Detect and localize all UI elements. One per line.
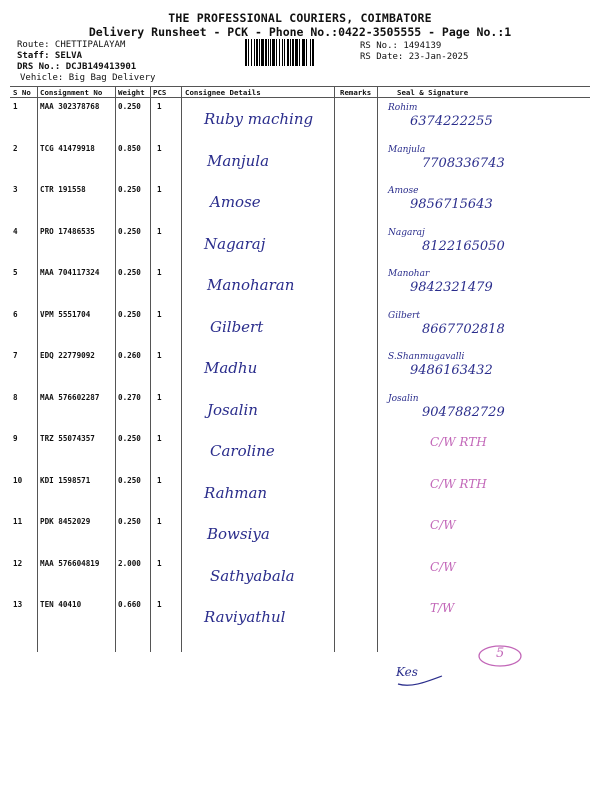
row-consignment-no: PDK 8452029 [40, 517, 91, 526]
row-pcs: 1 [157, 268, 162, 277]
column-header-signature: Seal & Signature [397, 88, 469, 97]
row-pcs: 1 [157, 434, 162, 443]
row-sno: 11 [13, 517, 23, 526]
row-sno: 7 [13, 351, 18, 360]
row-signature-mark: S.Shanmugavalli [388, 352, 465, 362]
row-consignee-name: Manoharan [207, 276, 295, 294]
row-signature-mark: Nagaraj [388, 227, 425, 238]
row-consignment-no: MAA 576602287 [40, 392, 100, 402]
row-weight: 0.250 [118, 268, 141, 277]
column-divider [115, 87, 116, 652]
row-weight: 0.270 [118, 392, 141, 402]
row-signature-mark: Amose [388, 186, 419, 196]
row-pcs: 1 [157, 226, 162, 236]
row-pcs: 1 [157, 351, 162, 360]
row-consignee-name: Caroline [210, 442, 275, 460]
row-consignment-no: TCG 41479918 [40, 143, 95, 153]
column-divider [181, 87, 182, 652]
row-sno: 1 [13, 102, 18, 111]
company-title: THE PROFESSIONAL COURIERS, COIMBATORE [168, 11, 432, 25]
row-consignee-name: Nagaraj [204, 234, 266, 253]
row-sno: 9 [13, 434, 18, 443]
row-consignment-no: MAA 576604819 [40, 558, 100, 568]
row-pcs: 1 [157, 102, 162, 111]
row-consignee-name: Rahman [204, 483, 268, 502]
row-signature-phone: 6374222255 [410, 114, 493, 129]
row-pcs: 1 [157, 517, 162, 526]
row-signature-mark: C/W RTH [430, 435, 487, 449]
row-consignment-no: CTR 191558 [40, 185, 86, 194]
row-signature-mark: Josalin [388, 393, 419, 404]
row-sno: 2 [13, 143, 18, 153]
row-pcs: 1 [157, 392, 162, 402]
staff-text: Staff: SELVA [17, 51, 83, 61]
row-weight: 0.250 [118, 434, 141, 443]
row-sno: 13 [13, 600, 23, 609]
row-pcs: 1 [157, 309, 162, 319]
row-signature-mark: T/W [430, 601, 455, 615]
row-consignee-name: Sathyabala [210, 566, 295, 585]
row-consignment-no: PRO 17486535 [40, 226, 95, 236]
column-header-sno: S No [13, 88, 31, 97]
row-sno: 12 [13, 558, 23, 568]
row-sno: 6 [13, 309, 18, 319]
row-weight: 2.000 [118, 558, 141, 568]
rs-number: RS No.: 1494139 [360, 41, 442, 51]
row-signature-phone: 9856715643 [410, 197, 493, 212]
column-header-consignment: Consignment No [40, 88, 103, 97]
row-weight: 0.260 [118, 351, 141, 360]
table-header-rule [10, 97, 590, 98]
row-signature-mark: Manohar [388, 269, 430, 279]
drs-number: DRS No.: DCJB149413901 [17, 62, 137, 72]
barcode-image [245, 39, 352, 66]
row-consignment-no: KDI 1598571 [40, 475, 91, 485]
column-header-remarks: Remarks [340, 88, 372, 97]
row-consignment-no: TRZ 55074357 [40, 434, 95, 443]
column-divider [150, 87, 151, 652]
row-consignee-name: Josalin [207, 400, 258, 419]
row-consignee-name: Raviyathul [204, 608, 286, 626]
row-signature-phone: 8667702818 [422, 321, 505, 337]
row-signature-phone: 9047882729 [422, 404, 505, 420]
row-signature-phone: 8122165050 [422, 238, 505, 254]
row-pcs: 1 [157, 185, 162, 194]
row-weight: 0.850 [118, 143, 141, 153]
row-consignee-name: Amose [210, 193, 261, 211]
row-weight: 0.250 [118, 475, 141, 485]
row-signature-mark: Gilbert [388, 310, 420, 321]
row-weight: 0.250 [118, 226, 141, 236]
row-weight: 0.660 [118, 600, 141, 609]
runsheet-title: Delivery Runsheet - PCK - Phone No.:0422-3505555 - Page No.:1 [88, 25, 512, 39]
row-weight: 0.250 [118, 185, 141, 194]
row-consignment-no: VPM 5551704 [40, 309, 91, 319]
row-consignment-no: TEN 40410 [40, 600, 82, 609]
column-divider [334, 87, 335, 652]
row-signature-phone: 7708336743 [422, 155, 505, 171]
row-pcs: 1 [157, 558, 162, 568]
table-top-rule [10, 86, 590, 87]
initials-stroke [396, 672, 446, 690]
rs-date: RS Date: 23-Jan-2025 [360, 52, 469, 62]
row-weight: 0.250 [118, 102, 141, 111]
row-weight: 0.250 [118, 309, 141, 319]
row-consignee-name: Madhu [204, 359, 258, 377]
handwritten-initials: Kes [396, 665, 418, 679]
column-divider [37, 87, 38, 652]
row-signature-phone: 9842321479 [410, 280, 493, 295]
row-signature-phone: 9486163432 [410, 363, 493, 378]
row-consignment-no: EDQ 22779092 [40, 351, 95, 360]
row-pcs: 1 [157, 143, 162, 153]
circled-count-value: 5 [496, 646, 505, 661]
row-signature-mark: C/W [430, 559, 456, 574]
row-sno: 8 [13, 392, 18, 402]
route-text: Route: CHETTIPALAYAM [17, 40, 126, 50]
column-header-pcs: PCS [153, 88, 167, 97]
row-sno: 10 [13, 475, 23, 485]
row-signature-mark: Manjula [388, 144, 426, 155]
row-sno: 3 [13, 185, 18, 194]
row-consignee-name: Gilbert [210, 317, 264, 336]
row-consignee-name: Bowsiya [207, 525, 270, 543]
row-consignment-no: MAA 302378768 [40, 102, 100, 111]
column-divider [377, 87, 378, 652]
barcode-bar [314, 39, 315, 66]
row-signature-mark: C/W RTH [430, 476, 487, 491]
row-consignee-name: Manjula [207, 151, 270, 170]
row-sno: 4 [13, 226, 18, 236]
column-header-weight: Weight [118, 88, 145, 97]
row-consignee-name: Ruby maching [204, 110, 314, 128]
row-weight: 0.250 [118, 517, 141, 526]
row-signature-mark: Rohim [388, 103, 418, 113]
row-pcs: 1 [157, 475, 162, 485]
vehicle-text: Vehicle: Big Bag Delivery [20, 73, 156, 83]
row-consignment-no: MAA 704117324 [40, 268, 100, 277]
row-signature-mark: C/W [430, 518, 456, 532]
row-pcs: 1 [157, 600, 162, 609]
column-header-consignee: Consignee Details [185, 88, 261, 97]
row-sno: 5 [13, 268, 18, 277]
